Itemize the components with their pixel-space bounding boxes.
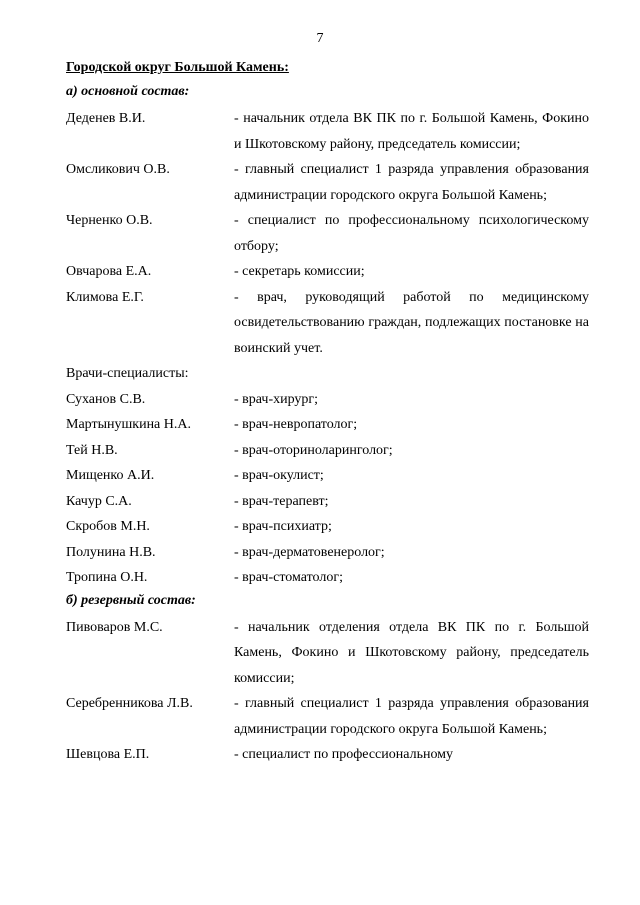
member-role: - врач, руководящий работой по медицинскому освидетельствованию граждан, подлежащих постановке на воинский учет. (234, 289, 589, 356)
doctors-label: Врачи-специалисты: (66, 366, 189, 381)
member-role: - главный специалист 1 разряда управления образования администрации городского округа Большой Камень; (234, 162, 589, 203)
member-name: Черненко О.В. (66, 213, 153, 228)
reserve-members-list (66, 615, 589, 768)
section-title: Городской округ Большой Камень: (66, 60, 289, 75)
doctor-name: Мищенко А.И. (66, 468, 155, 483)
main-composition-title: а) основной состав: (66, 84, 190, 99)
doctor-row (66, 540, 589, 566)
member-name: Серебренникова Л.В. (66, 696, 193, 711)
doctor-role: - врач-стоматолог; (234, 570, 343, 585)
doctor-role: - врач-терапевт; (234, 493, 329, 509)
doctors-list (66, 387, 589, 591)
member-row (66, 157, 589, 208)
member-name: Овчарова Е.А. (66, 264, 152, 279)
member-role: - секретарь комиссии; (234, 264, 365, 279)
doctor-role: - врач-окулист; (234, 468, 324, 483)
doctor-row (66, 463, 589, 489)
doctor-role: - врач-психиатр; (234, 519, 332, 534)
member-row (66, 615, 589, 692)
member-row (66, 691, 589, 742)
main-members-list (66, 106, 589, 361)
doctor-name: Скробов М.Н. (66, 519, 150, 534)
doctor-name: Суханов С.В. (66, 391, 146, 407)
member-role: - начальник отделения отдела ВК ПК по г. Большой Камень, Фокино и Шкотовскому району, председатель комиссии; (234, 619, 589, 686)
member-role: - главный специалист 1 разряда управления образования администрации городского округа Большой Камень; (234, 696, 589, 737)
member-name: Пивоваров М.С. (66, 619, 163, 635)
member-row (66, 259, 589, 285)
doctor-name: Тропина О.Н. (66, 570, 148, 585)
doctor-role: - врач-оториноларинголог; (234, 442, 393, 458)
member-role: - специалист по профессиональному психологическому отбору; (234, 213, 589, 254)
member-row (66, 742, 589, 768)
doctor-name: Тей Н.В. (66, 442, 118, 458)
document-body (66, 58, 589, 768)
doctor-row (66, 514, 589, 540)
member-name: Деденев В.И. (66, 111, 146, 126)
doctor-name: Мартынушкина Н.А. (66, 417, 191, 432)
member-name: Шевцова Е.П. (66, 747, 150, 762)
member-name: Омсликович О.В. (66, 162, 170, 177)
member-role: - начальник отдела ВК ПК по г. Большой Камень, Фокино и Шкотовскому району, председатель комиссии; (234, 111, 589, 152)
member-name: Климова Е.Г. (66, 289, 144, 305)
doctor-row (66, 565, 589, 591)
member-role: - специалист по профессиональному (234, 747, 454, 762)
reserve-composition-title: б) резервный состав: (66, 592, 196, 608)
doctor-role: - врач-дерматовенеролог; (234, 544, 385, 560)
page-number: 7 (316, 31, 324, 46)
doctor-name: Качур С.А. (66, 493, 132, 509)
doctor-row (66, 387, 589, 413)
doctor-role: - врач-хирург; (234, 391, 319, 407)
doctor-row (66, 412, 589, 438)
doctor-role: - врач-невропатолог; (234, 417, 358, 432)
doctor-row (66, 438, 589, 464)
doctor-row (66, 489, 589, 515)
doctor-name: Полунина Н.В. (66, 544, 156, 560)
member-row (66, 106, 589, 157)
member-row (66, 208, 589, 259)
member-row (66, 285, 589, 362)
